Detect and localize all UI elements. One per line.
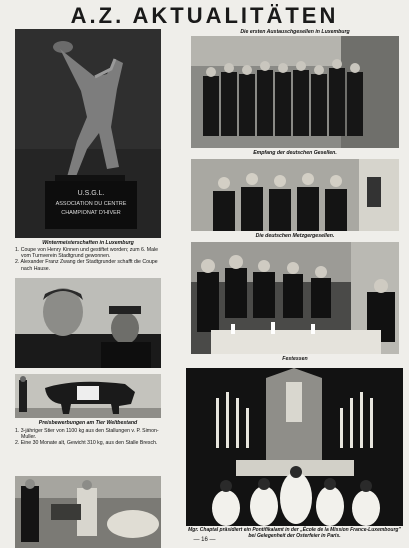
bull-and-handler-image: [15, 374, 161, 418]
trophy-caption-line: 1. Coupe von Henry Kinnen und gestiftet worden; zum 6. Male: [15, 247, 159, 253]
page-title: A.Z. AKTUALITÄTEN: [70, 3, 339, 28]
group-photo-subcaption: Empfang der deutschen Gesellen.: [253, 150, 337, 156]
trophy-caption: [15, 247, 161, 272]
cattle-caption: [15, 428, 161, 447]
cattle-caption-line: 1. 3-jähriger Stier von 1100 kg aus den Stallungen v. P. Simon-: [15, 428, 159, 434]
church-caption: Mgr. Chaptal präsidiert ein Pontifikalamt in der „École de la Mission France-Luxembourg" bei Gelegenheit der Osterfeier in Paris.: [188, 527, 401, 539]
church-photo: [186, 368, 403, 526]
cattle-caption-title: Preisbewerbungen am Tier Weltbestand: [38, 420, 138, 426]
men-in-suits-image: [191, 159, 399, 231]
church-altar-mass-image: [186, 368, 403, 526]
trophy-caption-line: 2. Alexander Franz Zwang der Stadtgrunder schafft die Coupe: [15, 259, 158, 266]
plaque-line-1: U.S.G.L.: [77, 190, 105, 197]
discus-thrower-statue-image: [15, 29, 161, 238]
two-men-portrait-image: [15, 278, 161, 368]
banquet-caption: Festessen: [282, 356, 308, 362]
portrait-photo: [15, 278, 161, 368]
cattle-caption-line: 2. Eine 30 Monate alt, Gewicht 310 kg, aus den Stalle Bresch.: [15, 440, 158, 447]
plaque-line-3: CHAMPIONAT D'HIVER: [61, 210, 121, 216]
trophy-caption-line: nach Hause.: [21, 265, 51, 272]
trophy-photo: [15, 29, 161, 238]
group-photo-caption: Die ersten Austauschgesellen in Luxemburg: [240, 29, 350, 35]
bull-photo: [15, 374, 161, 418]
group-photo: [191, 36, 399, 148]
butchers-caption: Die deutschen Metzgergesellen.: [255, 233, 335, 239]
plaque-line-2: ASSOCIATION DU CENTRE: [55, 201, 127, 207]
banquet-table-image: [191, 242, 399, 354]
trophy-caption-title: Wintermeisterschaften in Luxemburg: [42, 240, 134, 246]
cattle-caption-line: Muller.: [21, 434, 37, 441]
banquet-photo: [191, 242, 399, 354]
group-of-men-image: [191, 36, 399, 148]
butchers-photo: [191, 159, 399, 231]
trophy-caption-line: vom Turnverein Stadtgrund gewonnen.: [21, 253, 111, 260]
page-number: — 16 —: [193, 537, 216, 543]
